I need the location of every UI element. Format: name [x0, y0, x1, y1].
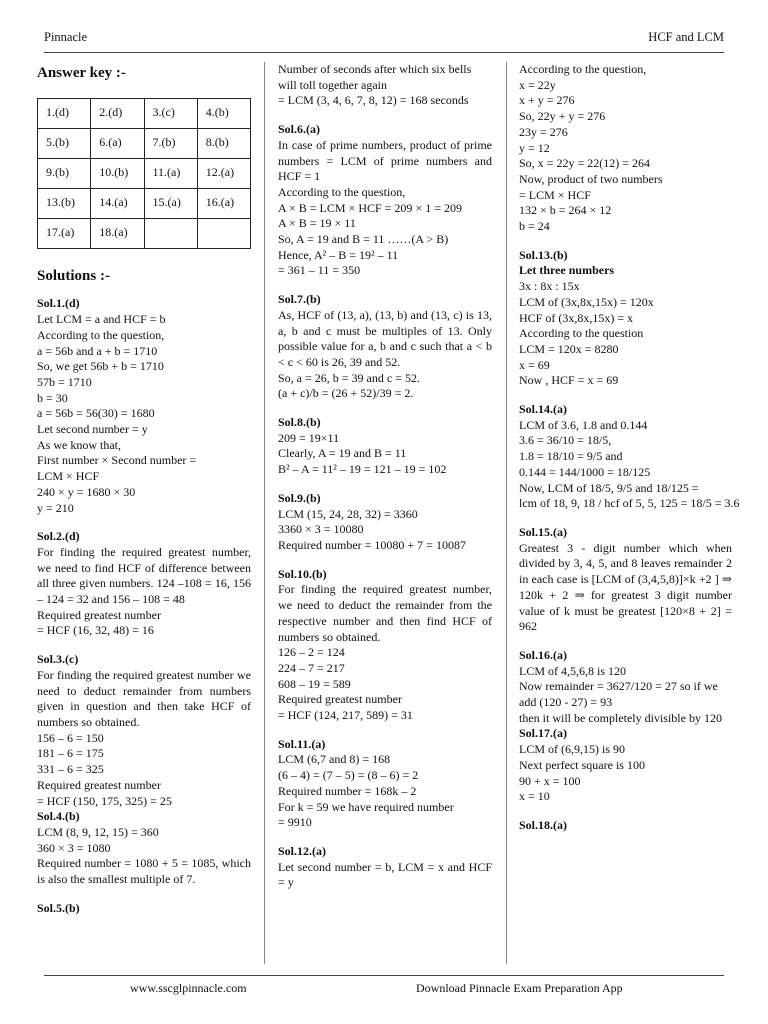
column-3 [519, 62, 740, 847]
solution-line: a = 56b = 56(30) = 1680 [37, 406, 155, 421]
solution-line: 90 + x = 100 [519, 773, 581, 788]
solution-heading: Sol.18.(a) [519, 817, 567, 832]
answer-key-title: Answer key :- [37, 65, 126, 81]
solution-line: lcm of 18, 9, 18 / hcf of 5, 5, 125 = 18/5 = 3.6 [519, 496, 740, 511]
solution-block [37, 652, 251, 809]
solution-line: a = 56b and a + b = 1710 [37, 343, 158, 358]
answer-key-cell: 10.(b) [91, 158, 144, 188]
solution-line: Required number = 168k – 2 [278, 783, 417, 798]
solution-line: According to the question, [278, 184, 406, 199]
solution-heading: Sol.3.(c) [37, 652, 79, 667]
solution-line: x = 10 [519, 789, 550, 804]
solution-heading: Sol.15.(a) [519, 524, 567, 539]
solution-heading: Sol.5.(b) [37, 900, 80, 915]
answer-key-cell: 16.(a) [197, 188, 250, 218]
solution-line: For k = 59 we have required number [278, 799, 454, 814]
answer-key-cell: 2.(d) [91, 98, 144, 128]
solution-line: LCM = 120x = 8280 [519, 341, 619, 356]
solution-line: Now remainder = 3627/120 = 27 so if we [519, 679, 718, 694]
solution-line: 209 = 19×11 [278, 430, 340, 445]
solution-line: LCM of (3x,8x,15x) = 120x [519, 294, 654, 309]
solution-block [278, 292, 492, 402]
solution-line: = LCM (3, 4, 6, 7, 8, 12) = 168 seconds [278, 93, 469, 108]
solution-paragraph: For finding the required greatest number we need to deduct remainder from numbers given in question and then take HCF of numbers so obtained. [37, 667, 251, 729]
solution-line: = HCF (16, 32, 48) = 16 [37, 623, 154, 638]
solution-line: (6 – 4) = (7 – 5) = (8 – 6) = 2 [278, 768, 419, 783]
solution-line: Let LCM = a and HCF = b [37, 312, 166, 327]
solution-line: 360 × 3 = 1080 [37, 840, 111, 855]
solution-line: 3.6 = 36/10 = 18/5, [519, 433, 612, 448]
solution-line: 331 – 6 = 325 [37, 762, 104, 777]
solution-line: 126 – 2 = 124 [278, 645, 345, 660]
solution-heading: Sol.8.(b) [278, 415, 321, 430]
header-brand: Pinnacle [44, 30, 88, 44]
solution-line: y = 210 [37, 500, 74, 515]
solution-block [37, 901, 251, 917]
solution-line: Required greatest number [37, 777, 161, 792]
solution-block [519, 648, 732, 727]
solution-line: Let second number = y [37, 422, 148, 437]
column-divider [264, 62, 265, 964]
solution-heading: Sol.2.(d) [37, 529, 80, 544]
solution-paragraph: For finding the required greatest number, we need to find HCF of difference between all three given numbers. 124 –108 = 16, 156 – 124 = 32 and 156 – 108 = 48 [37, 544, 251, 607]
solution-line: According to the question, [37, 327, 165, 342]
solution-line: LCM of 3.6, 1.8 and 0.144 [519, 417, 648, 432]
answer-key-cell: 8.(b) [197, 128, 250, 158]
answer-key-cell: 12.(a) [197, 158, 250, 188]
header-rule [44, 52, 724, 53]
solution-block [519, 62, 732, 235]
solution-block [278, 567, 492, 724]
solution-line: = 9910 [278, 815, 312, 830]
solutions-title: Solutions :- [37, 267, 110, 284]
solution-line: x = 22y [519, 77, 556, 92]
answer-key-row [38, 158, 251, 188]
answer-key-cell: 4.(b) [197, 98, 250, 128]
solution-line: Let three numbers [519, 263, 615, 278]
answer-key-cell: 15.(a) [144, 188, 197, 218]
column-divider [506, 62, 507, 964]
solution-line: A × B = LCM × HCF = 209 × 1 = 209 [278, 200, 462, 215]
solution-block [278, 122, 492, 279]
solution-line: add (120 - 27) = 93 [519, 695, 613, 710]
solution-line: 156 – 6 = 150 [37, 730, 104, 745]
answer-key-cell: 1.(d) [38, 98, 91, 128]
answer-key-row [38, 98, 251, 128]
solution-line: So, a = 26, b = 39 and c = 52. [278, 370, 420, 385]
solution-block [278, 844, 492, 891]
solution-line: = HCF (124, 217, 589) = 31 [278, 708, 413, 723]
solution-line: will toll together again [278, 77, 387, 92]
solution-heading: Sol.13.(b) [519, 247, 568, 262]
solution-line: Clearly, A = 19 and B = 11 [278, 446, 407, 461]
answer-key-cell: 3.(c) [144, 98, 197, 128]
solution-heading: Sol.10.(b) [278, 566, 327, 581]
solution-heading: Sol.9.(b) [278, 490, 321, 505]
solution-paragraph: Greatest 3 - digit number which when divided by 3, 4, 5, and 8 leaves remainder 2 in each case is [LCM of (3,4,5,8)]×k +2 ] ⇒ 120k + 2 ⇒ for greatest 3 digit number value of k must be greatest [120×8 + 2] = 962 [519, 540, 732, 634]
solution-paragraph: Required number = 1080 + 5 = 1085, which is also the smallest multiple of 7. [37, 856, 251, 887]
solution-line: x + y = 276 [519, 93, 575, 108]
solution-heading: Sol.4.(b) [37, 809, 80, 824]
answer-key-row [38, 128, 251, 158]
solution-line: 3360 × 3 = 10080 [278, 522, 364, 537]
solution-line: = 361 – 11 = 350 [278, 263, 361, 278]
solution-heading: Sol.1.(d) [37, 296, 80, 311]
solution-line: First number × Second number = [37, 453, 197, 468]
solution-line: A × B = 19 × 11 [278, 216, 356, 231]
page-header [44, 28, 724, 54]
solution-line: So, A = 19 and B = 11 ……(A > B) [278, 232, 449, 247]
solution-block [278, 415, 492, 478]
solution-line: HCF of (3x,8x,15x) = x [519, 310, 634, 325]
solution-heading: Sol.6.(a) [278, 122, 320, 137]
solution-paragraph: In case of prime numbers, product of prime numbers = LCM of prime numbers and HCF = 1 [278, 137, 492, 184]
solution-line: b = 30 [37, 390, 68, 405]
header-topic: HCF and LCM [648, 30, 724, 44]
answer-key-table [37, 98, 251, 249]
solution-block [519, 726, 732, 805]
solution-line: Required greatest number [37, 607, 161, 622]
solution-block [37, 809, 251, 888]
solution-block [37, 529, 251, 639]
solution-line: 240 × y = 1680 × 30 [37, 484, 136, 499]
solution-block [278, 62, 492, 109]
footer-app-promo: Download Pinnacle Exam Preparation App [416, 981, 623, 995]
solution-line: Hence, A² – B = 19² – 11 [278, 247, 399, 262]
answer-key-row [38, 188, 251, 218]
footer-website-link[interactable]: www.sscglpinnacle.com [130, 981, 247, 995]
solution-line: 23y = 276 [519, 124, 568, 139]
solution-line: According to the question, [519, 62, 647, 76]
solution-line: 608 – 19 = 589 [278, 676, 351, 691]
solution-line: LCM of (6,9,15) is 90 [519, 742, 625, 757]
answer-key-cell: 11.(a) [144, 158, 197, 188]
solution-line: Required number = 10080 + 7 = 10087 [278, 537, 466, 552]
solution-block [37, 296, 251, 516]
solution-heading: Sol.7.(b) [278, 292, 321, 307]
solution-line: 224 – 7 = 217 [278, 660, 345, 675]
solution-line: According to the question [519, 326, 644, 341]
solution-block [519, 248, 732, 389]
solution-line: Number of seconds after which six bells [278, 62, 472, 76]
solution-line: 3x : 8x : 15x [519, 279, 580, 294]
solution-line: Now , HCF = x = 69 [519, 373, 619, 388]
solution-heading: Sol.11.(a) [278, 736, 326, 751]
solution-line: y = 12 [519, 140, 550, 155]
column-2 [278, 62, 492, 904]
solution-line: So, 22y + y = 276 [519, 109, 606, 124]
solution-line: Required greatest number [278, 692, 402, 707]
solution-paragraph: Let second number = b, LCM = x and HCF = y [278, 859, 492, 890]
solution-line: = LCM × HCF [519, 187, 591, 202]
solution-line: LCM × HCF [37, 469, 100, 484]
answer-key-row [38, 218, 251, 248]
solution-line: 181 – 6 = 175 [37, 746, 104, 761]
solution-line: LCM (8, 9, 12, 15) = 360 [37, 824, 159, 839]
answer-key-cell [197, 218, 250, 248]
solution-line: 132 × b = 264 × 12 [519, 203, 612, 218]
solution-line: As we know that, [37, 437, 121, 452]
solution-paragraph: then it will be completely divisible by 120 [519, 710, 722, 725]
solution-block [519, 818, 732, 834]
answer-key-cell: 5.(b) [38, 128, 91, 158]
answer-key-cell: 13.(b) [38, 188, 91, 218]
solution-heading: Sol.12.(a) [278, 843, 326, 858]
column-1 [37, 62, 251, 929]
solution-line: 0.144 = 144/1000 = 18/125 [519, 464, 651, 479]
solution-heading: Sol.17.(a) [519, 726, 567, 741]
solution-paragraph: As, HCF of (13, a), (13, b) and (13, c) is 13, a, b and c must be multiples of 13. Only possible value for a, b and c such that a < b < c < 60 is 26, 39 and 52. [278, 307, 492, 369]
solution-line: (a + c)/b = (26 + 52)/39 = 2. [278, 386, 414, 401]
solution-line: x = 69 [519, 357, 550, 372]
answer-key-cell: 17.(a) [38, 218, 91, 248]
solution-line: LCM of 4,5,6,8 is 120 [519, 663, 627, 678]
footer-rule [44, 975, 724, 976]
solution-line: b = 24 [519, 219, 550, 234]
solution-line: B² – A = 11² – 19 = 121 – 19 = 102 [278, 462, 447, 477]
answer-key-cell [144, 218, 197, 248]
solution-line: LCM (6,7 and 8) = 168 [278, 752, 391, 767]
answer-key-cell: 14.(a) [91, 188, 144, 218]
solution-line: LCM (15, 24, 28, 32) = 3360 [278, 506, 418, 521]
solution-heading: Sol.14.(a) [519, 402, 567, 417]
solution-heading: Sol.16.(a) [519, 647, 567, 662]
answer-key-cell: 9.(b) [38, 158, 91, 188]
answer-key-cell: 6.(a) [91, 128, 144, 158]
solution-line: So, we get 56b + b = 1710 [37, 359, 164, 374]
solution-line: 57b = 1710 [37, 374, 92, 389]
solution-line: Next perfect square is 100 [519, 757, 645, 772]
solution-line: = HCF (150, 175, 325) = 25 [37, 793, 172, 808]
solution-block [519, 525, 732, 635]
solution-line: Now, product of two numbers [519, 171, 663, 186]
solution-line: So, x = 22y = 22(12) = 264 [519, 156, 650, 171]
answer-key-cell: 18.(a) [91, 218, 144, 248]
answer-key-cell: 7.(b) [144, 128, 197, 158]
page-footer [44, 975, 724, 995]
solution-line: Now, LCM of 18/5, 9/5 and 18/125 = [519, 480, 699, 495]
solution-block [278, 491, 492, 554]
solution-block [278, 737, 492, 831]
solution-block [519, 402, 740, 512]
solution-line: 1.8 = 18/10 = 9/5 and [519, 449, 623, 464]
solution-paragraph: For finding the required greatest number, we need to deduct the remainder from the respective number and then find HCF of numbers so obtained. [278, 582, 492, 644]
